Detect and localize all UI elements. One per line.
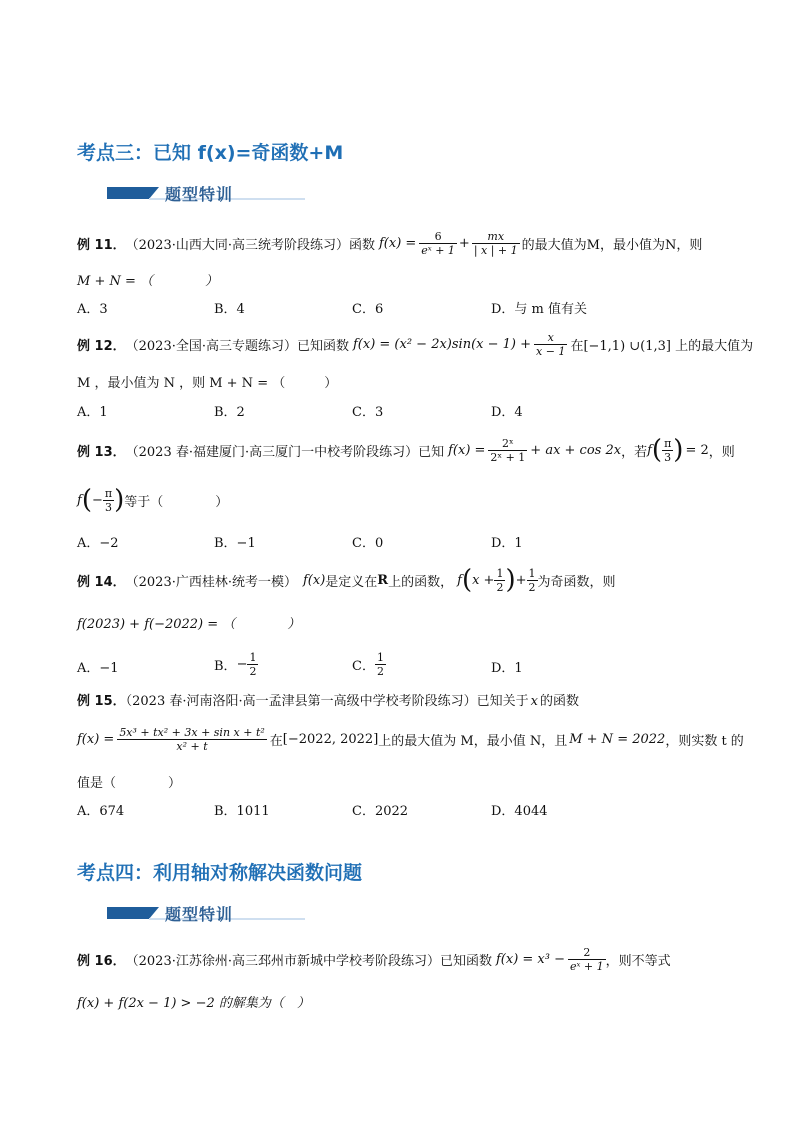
option-c[interactable]: C．3	[352, 405, 384, 420]
section-banner-4	[107, 902, 303, 924]
function-name: f(x)	[302, 572, 326, 588]
option-b[interactable]	[214, 646, 258, 682]
function-name: f(x) =	[448, 442, 486, 458]
fraction-denominator: eˣ + 1	[421, 243, 455, 257]
fraction-numerator: mx	[472, 230, 520, 244]
question-number: 例 15．	[77, 694, 126, 709]
equation: M + N = 2022	[569, 731, 666, 747]
fraction-numerator: 2ˣ	[488, 437, 527, 451]
question-13-line2	[77, 480, 228, 520]
fraction-numerator: 1	[249, 650, 257, 664]
question-11	[77, 226, 702, 260]
banner-label: 题型特训	[165, 905, 234, 924]
left-paren: (	[651, 435, 663, 465]
function-name: f	[77, 492, 82, 508]
question-text: ，则	[708, 444, 735, 460]
fraction-numerator: 6	[419, 230, 457, 244]
section-banner-3	[107, 182, 303, 204]
fraction	[494, 567, 505, 594]
question-text: 在	[269, 733, 283, 749]
fraction-denominator: 2ˣ + 1	[490, 450, 526, 464]
fraction-denominator: 3	[664, 450, 672, 464]
interval: [−2022, 2022]	[282, 731, 379, 747]
question-number: 例 13．	[77, 444, 126, 460]
option-b[interactable]: B．4	[214, 302, 245, 317]
question-15	[77, 690, 579, 709]
question-number: 例 16．	[77, 953, 126, 969]
fraction-denominator: 2	[496, 580, 504, 594]
function-expression: + ax + cos 2x	[530, 442, 622, 458]
question-16-line2: f(x) + f(2x − 1) > −2 的解集为（ ）	[77, 996, 310, 1011]
option-d[interactable]: D．4	[491, 405, 523, 420]
option-c[interactable]: C．2022	[352, 804, 409, 819]
right-paren: )	[114, 485, 125, 515]
option-a[interactable]: A．−2	[77, 536, 119, 551]
fraction-denominator: 2	[249, 664, 257, 678]
fraction	[534, 331, 567, 358]
fraction-numerator: 1	[528, 566, 536, 580]
function-name: f	[647, 442, 652, 458]
question-source: （2023 春·河南洛阳·高一孟津县第一高级中学校考阶段练习）已知关于	[125, 694, 529, 709]
question-11-line2: M + N = （ ）	[77, 274, 219, 289]
question-text: 等于（ ）	[124, 494, 229, 510]
right-paren: )	[505, 565, 516, 595]
fraction-numerator: π	[104, 486, 113, 500]
option-c[interactable]: C．0	[352, 536, 384, 551]
option-b[interactable]: B．−1	[214, 536, 256, 551]
option-d[interactable]: D．1	[491, 661, 523, 676]
question-text: ，则不等式	[605, 953, 671, 969]
minus-sign: −	[236, 656, 248, 672]
fraction-denominator: 2	[376, 664, 384, 678]
left-paren: (	[461, 565, 473, 595]
fraction	[662, 437, 673, 464]
fraction-denominator: x² + t	[176, 739, 208, 753]
question-text: 的最大值为M，最小值为N，则	[521, 237, 703, 253]
minus-sign: −	[91, 492, 103, 508]
question-15-line3: 值是（ ）	[77, 776, 182, 791]
question-12-line2: M ，最小值为 N ，则 M + N = （ ）	[77, 376, 338, 391]
function-name: f(x) =	[378, 235, 417, 251]
plus-sign: +	[458, 235, 470, 251]
question-12	[77, 327, 753, 361]
fraction-numerator: x	[534, 331, 567, 345]
fraction-numerator: 1	[496, 566, 504, 580]
option-d[interactable]: D．4044	[491, 804, 548, 819]
fraction	[568, 946, 606, 973]
question-text: 上的最大值为 M，最小值 N，且	[378, 733, 568, 749]
option-c[interactable]: C．6	[352, 302, 384, 317]
argument: x +	[472, 572, 495, 588]
question-text: 在[−1,1) ∪(1,3] 上的最大值为	[570, 338, 754, 354]
left-paren: (	[81, 485, 92, 515]
fraction-denominator: | x | + 1	[473, 243, 518, 257]
fraction	[527, 567, 538, 594]
question-text: 的函数	[539, 694, 579, 709]
fraction-numerator: 2	[568, 946, 606, 960]
fraction-denominator: x − 1	[536, 344, 566, 358]
question-number: 例 14．	[77, 574, 126, 590]
equation-value: = 2	[685, 442, 709, 458]
fraction	[103, 487, 114, 514]
section-title-4: 考点四：利用轴对称解决函数问题	[77, 862, 363, 884]
right-paren: )	[673, 435, 684, 465]
function-expression: f(x) = (x² − 2x)sin(x − 1) +	[352, 336, 532, 352]
question-number: 例 11．	[77, 237, 126, 253]
option-a[interactable]: A．674	[77, 804, 125, 819]
banner-bar	[107, 907, 149, 919]
banner-bar	[107, 187, 149, 199]
question-source: （2023·广西桂林·统考一模）	[125, 574, 297, 590]
fraction	[488, 437, 527, 464]
question-15-line2	[77, 716, 744, 762]
fraction-numerator: 5x³ + tx² + 3x + sin x + t²	[119, 725, 265, 739]
question-13	[77, 430, 735, 470]
question-14-line2: f(2023) + f(−2022) = （ ）	[77, 617, 301, 632]
option-c[interactable]	[352, 646, 386, 682]
option-letter: C．	[352, 658, 375, 674]
fraction-denominator: 2	[528, 580, 536, 594]
question-source: （2023·全国·高三专题练习）已知函数	[125, 338, 349, 354]
fraction-numerator: π	[664, 436, 672, 450]
fraction-denominator: 3	[104, 500, 112, 514]
fraction	[117, 726, 266, 753]
plus-sign: +	[515, 572, 527, 588]
question-14	[77, 560, 616, 600]
question-text: ，则实数 t 的	[665, 733, 744, 749]
option-a[interactable]: A．−1	[77, 661, 119, 676]
fraction-denominator: eˣ + 1	[570, 959, 604, 973]
question-text: 是定义在	[325, 574, 378, 590]
banner-label: 题型特训	[165, 185, 234, 204]
question-source: （2023·江苏徐州·高三邳州市新城中学校考阶段练习）已知函数	[125, 953, 492, 969]
section-title-3: 考点三：已知 f(x)=奇函数+M	[77, 142, 344, 164]
question-text: ，若	[621, 444, 648, 460]
question-source: （2023 春·福建厦门·高三厦门一中校考阶段练习）已知	[125, 444, 445, 460]
question-text: 上的函数，	[388, 574, 454, 590]
question-16	[77, 940, 671, 978]
option-letter: B．	[214, 658, 237, 674]
option-d[interactable]: D．与 m 值有关	[491, 302, 588, 317]
fraction	[419, 230, 457, 257]
option-a[interactable]: A．3	[77, 302, 108, 317]
option-b[interactable]: B．2	[214, 405, 245, 420]
option-d[interactable]: D．1	[491, 536, 523, 551]
option-a[interactable]: A．1	[77, 405, 108, 420]
function-name: f(x) =	[77, 731, 115, 747]
fraction-numerator: 1	[376, 650, 384, 664]
function-name: f	[457, 572, 462, 588]
real-set-symbol: R	[377, 572, 389, 588]
function-expression: f(x) = x³ −	[495, 951, 565, 967]
variable: x	[530, 694, 538, 709]
question-number: 例 12．	[77, 338, 126, 354]
fraction	[247, 651, 258, 678]
question-source: （2023·山西大同·高三统考阶段练习）函数	[125, 237, 375, 253]
fraction	[472, 230, 520, 257]
question-text: 为奇函数，则	[537, 574, 616, 590]
option-b[interactable]: B．1011	[214, 804, 270, 819]
fraction	[375, 651, 386, 678]
